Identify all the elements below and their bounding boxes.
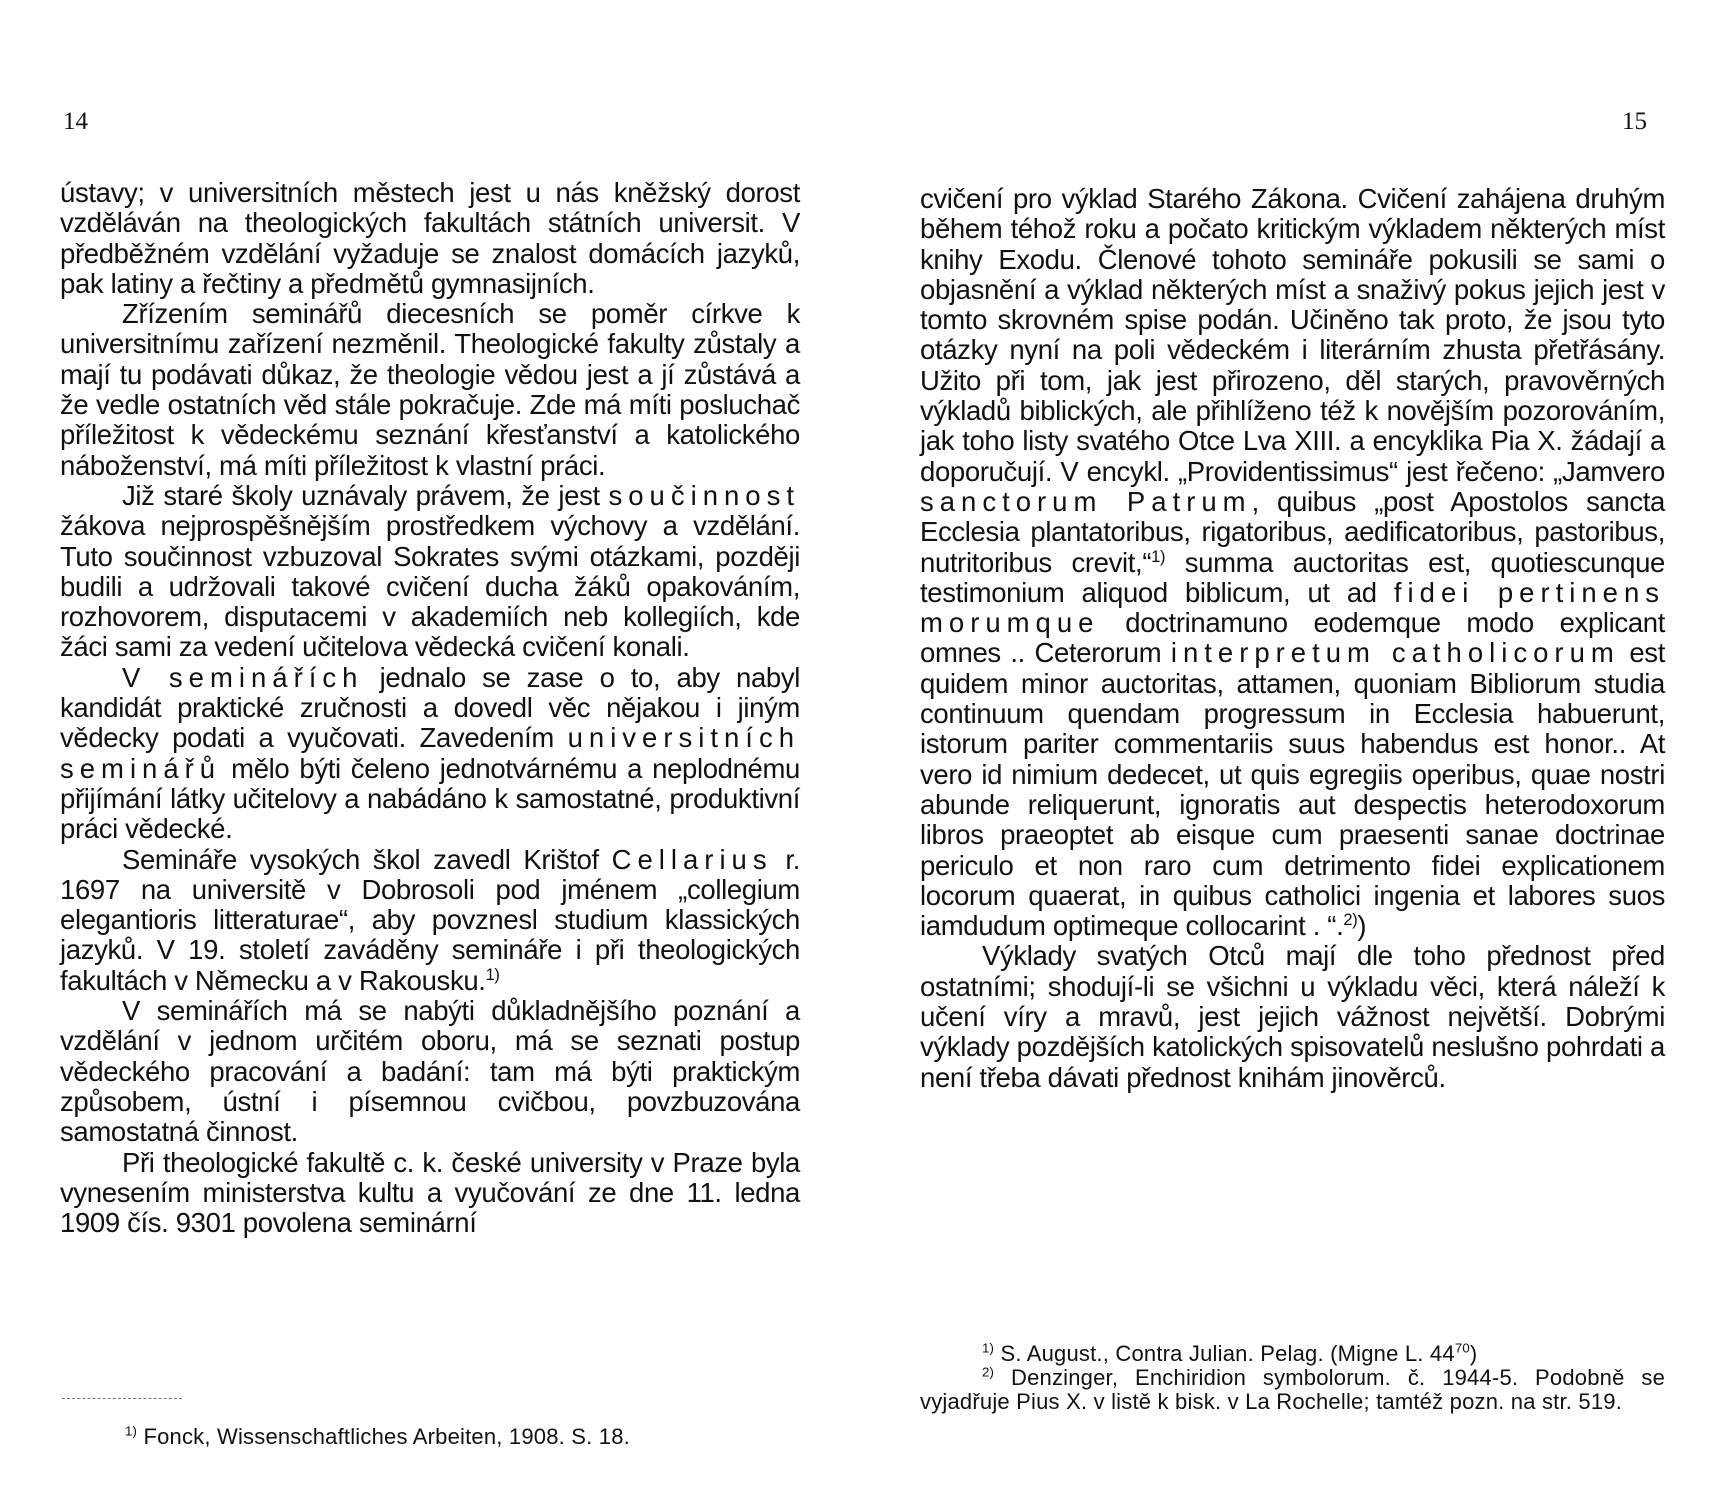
paragraph: [920, 941, 1665, 1092]
paragraph-text: jednalo se zase o to, aby nabyl kandidát praktické zručnosti a dovedl věc nějakou i jiným vědecky podati a vyučovati. Zavedením: [60, 661, 800, 754]
spaced-emphasis: fidei pertinens morumque: [920, 576, 1665, 639]
right-page-body: [920, 184, 1665, 1093]
paragraph-text: mělo býti čeleno jednotvárnému a neplodnému přijímání látky učitelovy a nabádáno k samostatné, produktivní práci vědecké.: [60, 752, 800, 845]
footnote: [920, 1366, 1665, 1414]
paragraph-text: žákova nejprospěšnějším prostředkem výchovy a vzdělání. Tuto součinnost vzbuzoval Sokrates svými otázkami, později budili a udržovali takové cvičení ducha žáků opakováním, rozhovorem, disputacemi v akademiích neb kollegiích, kde žáci sami za vedení učitelova vědecká cvičení konali.: [60, 510, 800, 663]
footnote-marker: 2): [982, 1364, 995, 1380]
superscript: 70: [1454, 1340, 1470, 1356]
paragraph-text: r. 1697 na universitě v Dobrosoli pod jménem „collegium elegantioris litteraturae“, aby povznesl studium klassických jazyků. V 19. století zaváděny semináře i při theologických fakultách v Německu a v Rakousku.: [60, 843, 801, 996]
paragraph-text: doctrinamuno eodemque modo explicant omnes .. Ceterorum: [920, 607, 1665, 669]
paragraph-text: Zřízením seminářů diecesních se poměr církve k universitnímu zařízení nezměnil. Theologické fakulty zůstaly a mají tu podávati důkaz, že theologie vědou jest a jí zůstává a že vedle ostatních věd stále pokračuje. Zde má míti posluchač příležitost k vědeckému seznání křesťanství a katolického náboženství, má míti příležitost k vlastní práci.: [60, 298, 800, 481]
left-footnotes: [125, 1425, 825, 1449]
spaced-emphasis: universitních seminářů: [60, 722, 800, 784]
paragraph-text: ústavy; v universitních městech jest u nás kněžský dorost vzděláván na theologických fakultách státních universit. V předběžném vzdělání vyžaduje se znalost domácích jazyků, pak latiny a řečtiny a předmětů gymnasijních.: [60, 177, 800, 299]
paragraph-text: , quibus „post Apostolos sancta Ecclesia plantatoribus, rigatoribus, aedificatoribus, pastoribus, nutritoribus crevit,“: [920, 485, 1665, 578]
page-number: 15: [1622, 108, 1647, 135]
footnote-divider: [62, 1398, 182, 1399]
paragraph-text: summa auctoritas est, quotiescunque testimonium aliquod biblicum, ut ad: [920, 546, 1665, 608]
paragraph-text: Již staré školy uznávaly právem, že jest: [122, 479, 609, 511]
footnote-text: Denzinger, Enchiridion symbolorum. č. 1944-5. Podobně se vyjadřuje Pius X. v listě k bisk. v La Rochelle; tamtéž pozn. na str. 519.: [920, 1365, 1666, 1414]
footnote-text: S. August., Contra Julian. Pelag. (Migne L. 44: [1000, 1341, 1455, 1366]
footnote-text: ): [1469, 1341, 1478, 1366]
footnote-marker: 1): [485, 965, 500, 984]
footnote-marker: 2): [1343, 910, 1358, 929]
footnote-text: Fonck, Wissenschaftliches Arbeiten, 1908. S. 18.: [143, 1424, 630, 1449]
footnote: [125, 1425, 825, 1449]
footnote: [920, 1342, 1665, 1366]
paragraph: [60, 299, 800, 481]
spaced-emphasis: V seminářích: [122, 661, 364, 693]
paragraph-text: Semináře vysokých škol zavedl Krištof: [122, 843, 612, 875]
paragraph-text: est quidem minor auctoritas, attamen, quoniam Bibliorum studia continuum quendam progressum in Ecclesia habuerunt, istorum pariter commentariis suus habendus est honor.. At vero id nimium dedecet, ut quis egregiis operibus, quae nostri abunde reliquerunt, ignoratis aut despectis heterodoxorum libros praeoptet ab eisque cum praesenti sanae doctrinae periculo et non raro cum detrimento fidei explicationem locorum quaerat, in quibus catholici ingenia et labores suos iamdudum optimeque collocarint . “.: [920, 637, 1665, 942]
paragraph: [60, 1148, 800, 1239]
page-number: 14: [63, 108, 88, 135]
paragraph: [60, 996, 800, 1147]
paragraph: [60, 663, 800, 845]
paragraph-text: cvičení pro výklad Starého Zákona. Cvičení zahájena druhým během téhož roku a počato kritickým výkladem některých míst knihy Exodu. Členové tohoto semináře pokusili se sami o objasnění a výklad některých míst a snaživý pokus jejich jest v tomto skrovném spise podán. Učiněno tak proto, že jsou tyto otázky nyní na poli vědeckém i literárním zhusta přetřásány. Užito při tom, jak jest přirozeno, děl starých, pravověrných výkladů biblických, ale přihlíženo též k novějším pozorováním, jak toho listy svatého Otce Lva XIII. a encyklika Pia X. žádají a doporučují. V encykl. „Providentissimus“ jest řečeno: „Jamvero: [920, 183, 1665, 487]
paragraph: [60, 845, 800, 996]
spaced-emphasis: sanctorum Patrum: [920, 485, 1252, 517]
paragraph: [60, 178, 800, 299]
spaced-emphasis: Cellarius: [611, 843, 773, 875]
left-page-body: [60, 178, 800, 1238]
paragraph: cvičení pro výklad Starého Zákona. Cvičení zahájena druhým během téhož roku a počato kritickým výkladem některých míst knihy Exodu. Členové tohoto semináře pokusili se sami o objasnění a výklad některých míst a snaživý pokus jejich jest v tomto skrovném spise podán. Učiněno tak proto, že jsou tyto otázky nyní na poli vědeckém i literárním zhusta přetřásány. Užito při tom, jak jest přirozeno, děl starých, pravověrných výkladů biblických, ale přihlíženo též k novějším pozorováním, jak toho listy svatého Otce Lva XIII. a encyklika Pia X. žádají a doporučují. V encykl. „Providentissimus“ jest řečeno: „Jamvero sanctorum Patrum, quibus „post Apostolos sancta Ecclesia plantatoribus, rigatoribus, aedificatoribus, pastoribus, nutritoribus crevit,“$^{1)}$ summa auctoritas est, quotiescunque testimonium aliquod biblicum, ut ad fidei pertinens morumque doctrinamuno eodemque modo explicant omnes .. Ceterorum interpretum catholicorum est quidem minor auctoritas, attamen, quoniam Bibliorum studia continuum quendam progressum in Ecclesia habuerunt, istorum pariter commentariis suus habendus est honor.. At vero id nimium dedecet, ut quis egregiis operibus, quae nostri abunde reliquerunt, ignoratis aut despectis heterodoxorum libros praeoptet ab eisque cum praesenti sanae doctrinae periculo et non raro cum detrimento fidei explicationem locorum quaerat, in quibus catholici ingenia et labores suos iamdudum optimeque collocarint . “.$^{2)}$): [920, 183, 1665, 942]
right-footnotes: [920, 1342, 1665, 1414]
footnote-marker: 1): [982, 1340, 995, 1356]
footnote-marker: 1): [125, 1423, 138, 1439]
spaced-emphasis: součinnost: [608, 479, 800, 511]
footnote-marker: 1): [1151, 547, 1166, 566]
paragraph-text: Při theologické fakultě c. k. české university v Praze byla vynesením ministerstva kultu a vyučování ze dne 11. ledna 1909 čís. 9301 povolena seminární: [60, 1146, 800, 1239]
spaced-emphasis: interpretum catholicorum: [1170, 637, 1620, 669]
paragraph-text: V seminářích má se nabýti důkladnějšího poznání a vzdělání v jednom určitém oboru, má se seznati postup vědeckého pracování a badání: tam má býti praktickým způsobem, ústní i písemnou cvičbou, povzbuzována samostatná činnost.: [60, 995, 800, 1148]
paragraph-text: Výklady svatých Otců mají dle toho přednost před ostatními; shodují-li se všichni u výkladu věci, která náleží k učení víry a mravů, jest jejich vážnost největší. Dobrými výklady pozdějších katolických spisovatelů neslušno pohrdati a není třeba dávati přednost knihám jinověrců.: [920, 940, 1665, 1093]
paragraph: [60, 481, 800, 663]
